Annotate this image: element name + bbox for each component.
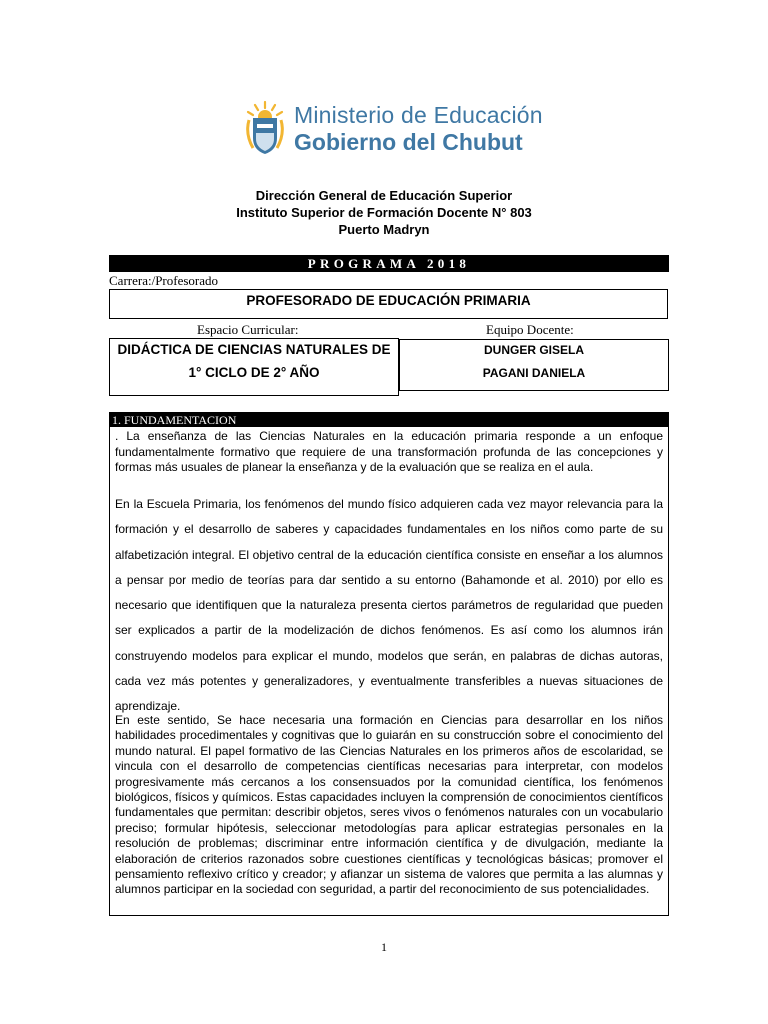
equipo-docente-label: Equipo Docente: — [486, 322, 574, 337]
ministry-logo — [244, 100, 544, 160]
header-institute: Instituto Superior de Formación Docente N° 803 — [236, 205, 532, 220]
header-city: Puerto Madryn — [338, 222, 430, 237]
chubut-seal-icon — [244, 100, 286, 156]
paragraph: . La enseñanza de las Ciencias Naturales en la educación primaria responde a un enfoque fundamentalmente formativo que requiere de una transformación profunda de las concepciones y formas más usuales de planear la enseñanza y de la evaluación que se realiza en el aula. — [115, 429, 663, 474]
logo-government-name: Gobierno del Chubut — [294, 129, 523, 155]
paragraph: En la Escuela Primaria, los fenómenos del mundo físico adquieren cada vez mayor relevancia para la formación y el desarrollo de saberes y capacidades fundamentales en los niños como parte de su alfabetización integral. El objetivo central de la educación científica consiste en enseñar a los alumnos a pensar por medio de teorías para dar sentido a su entorno (Bahamonde et al. 2010) por ello es necesario que identifiquen que la naturaleza presenta ciertos parámetros de regularidad que pueden ser explicados a partir de la modelización de dichos fenómenos. Es así como los alumnos irán construyendo modelos para explicar el mundo, modelos que serán, en palabras de dichas autoras, cada vez más potentes y generalizadores, y eventualmente transferibles a nuevas situaciones de aprendizaje. — [115, 497, 663, 714]
profesorado-title: PROFESORADO DE EDUCACIÓN PRIMARIA — [109, 289, 668, 319]
logo-ministry-name: Ministerio de Educación — [294, 102, 543, 128]
espacio-curricular-line1: DIDÁCTICA DE CIENCIAS NATURALES DE — [117, 342, 391, 357]
section-title: 1. FUNDAMENTACION — [110, 413, 668, 427]
carrera-label: Carrera:/Profesorado — [109, 273, 219, 288]
paragraph: En este sentido, Se hace necesaria una formación en Ciencias para desarrollar en los niños habilidades procedimentales y cognitivas que lo guiarán en su construcción sobre el conocimiento del mundo natural. El papel formativo de las Ciencias Naturales en los primeros años de escolaridad, se vincula con el desarrollo de competencias científicas necesarias para interpretar, con modelos progresivamente más cercanos a los consensuados por la comunidad científica, los fenómenos biológicos, físicos y químicos. Estas capacidades incluyen la comprensión de conocimientos científicos fundamentales que permitan: describir objetos, seres vivos o fenómenos naturales con un vocabulario preciso; formular hipótesis, seleccionar metodologías para aplicar estrategias personales en la resolución de problemas; discriminar entre información científica y de divulgación, mediante la elaboración de criterios razonados sobre cuestiones científicas y tecnológicas básicas; promover el pensamiento reflexivo crítico y creador; y afianzar un sistema de valores que permita a las alumnas y alumnos participar en la sociedad con seguridad, a partir del reconocimiento de sus potencialidades. — [115, 713, 663, 897]
docente-name: PAGANI DANIELA — [482, 366, 586, 380]
fundamentacion-section — [109, 412, 669, 916]
programa-bar: PROGRAMA 2018 — [109, 255, 669, 272]
docente-name: DUNGER GISELA — [483, 343, 584, 357]
page-number: 1 — [381, 940, 387, 954]
espacio-curricular-label: Espacio Curricular: — [197, 322, 299, 337]
header-direction: Dirección General de Educación Superior — [255, 188, 513, 203]
equipo-docente-box — [399, 339, 669, 391]
espacio-curricular-box — [109, 338, 399, 396]
espacio-curricular-line2: 1° CICLO DE 2° AÑO — [188, 365, 320, 380]
